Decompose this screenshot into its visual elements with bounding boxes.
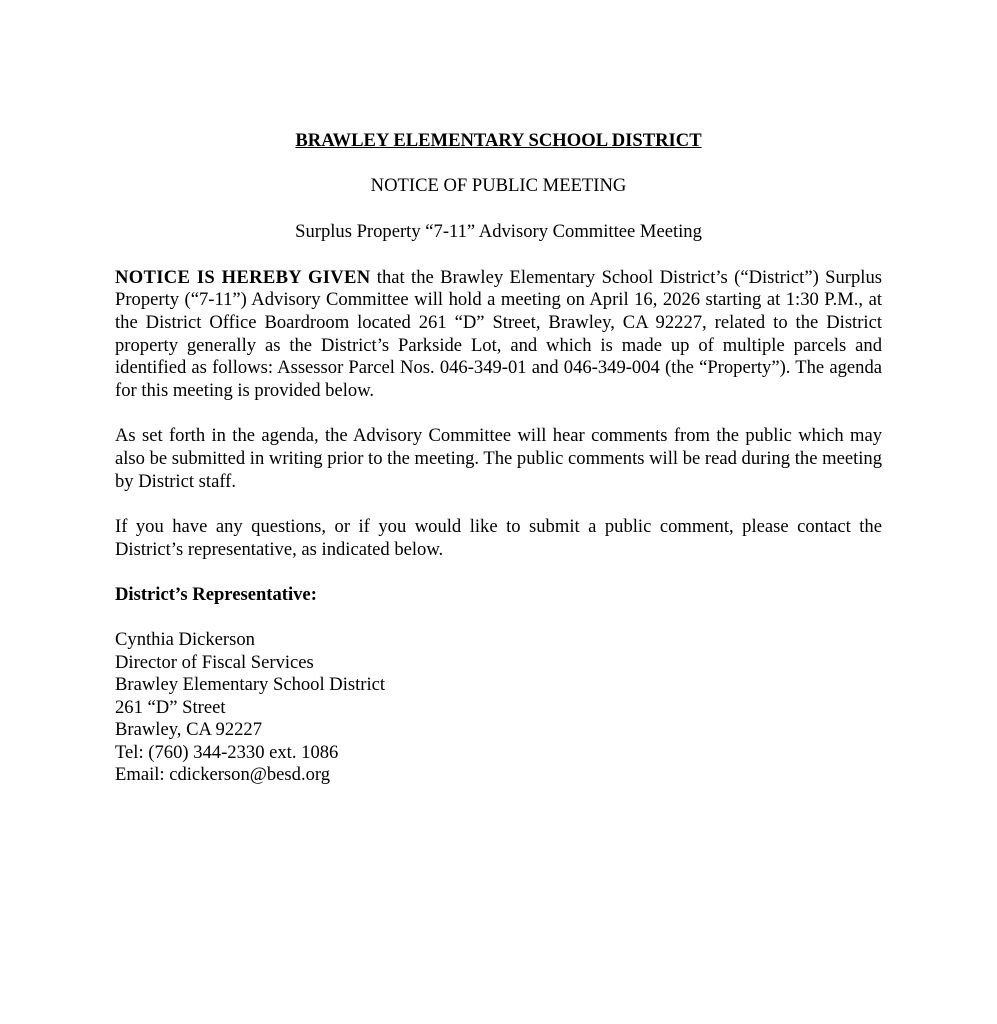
comments-paragraph: As set forth in the agenda, the Advisory Committee will hear comments from the public which may also be submitted in writing prior to the meeting. The public comments will be read during the meeting by District staff. <box>115 425 883 492</box>
intro-paragraph <box>115 267 882 403</box>
district-title: BRAWLEY ELEMENTARY SCHOOL DISTRICT <box>295 130 702 151</box>
representative-name: Cynthia Dickerson <box>115 628 255 650</box>
representative-heading: District’s Representative: <box>115 584 317 606</box>
intro-lead: NOTICE IS HEREBY GIVEN <box>115 266 371 288</box>
representative-city: Brawley, CA 92227 <box>115 719 263 741</box>
questions-paragraph: If you have any questions, or if you would like to submit a public comment, please contact the District’s representative, as indicated below. <box>115 516 882 560</box>
representative-phone: Tel: (760) 344-2330 ext. 1086 <box>115 741 339 763</box>
representative-organization: Brawley Elementary School District <box>115 674 386 696</box>
representative-street: 261 “D” Street <box>115 696 226 718</box>
notice-heading: NOTICE OF PUBLIC MEETING <box>370 174 627 196</box>
notice-document <box>115 130 882 787</box>
representative-title: Director of Fiscal Services <box>115 651 314 673</box>
intro-body: that the Brawley Elementary School District’s (“District”) Surplus Property (“7-11”) Advisory Committee will hold a meeting on April 16, 2026 starting at 1:30 P.M., at the District Office Boardroom located 261 “D” Street, Brawley, CA 92227, related to the District property generally as the District’s Parkside Lot, and which is made up of multiple parcels and identified as follows: Assessor Parcel Nos. 046-349-01 and 046-349-004 (the “Property”). The agenda for this meeting is provided below. <box>115 266 882 401</box>
representative-email[interactable]: Email: cdickerson@besd.org <box>115 764 331 786</box>
representative-contact-block <box>115 629 882 787</box>
meeting-name: Surplus Property “7-11” Advisory Committee Meeting <box>295 221 702 243</box>
